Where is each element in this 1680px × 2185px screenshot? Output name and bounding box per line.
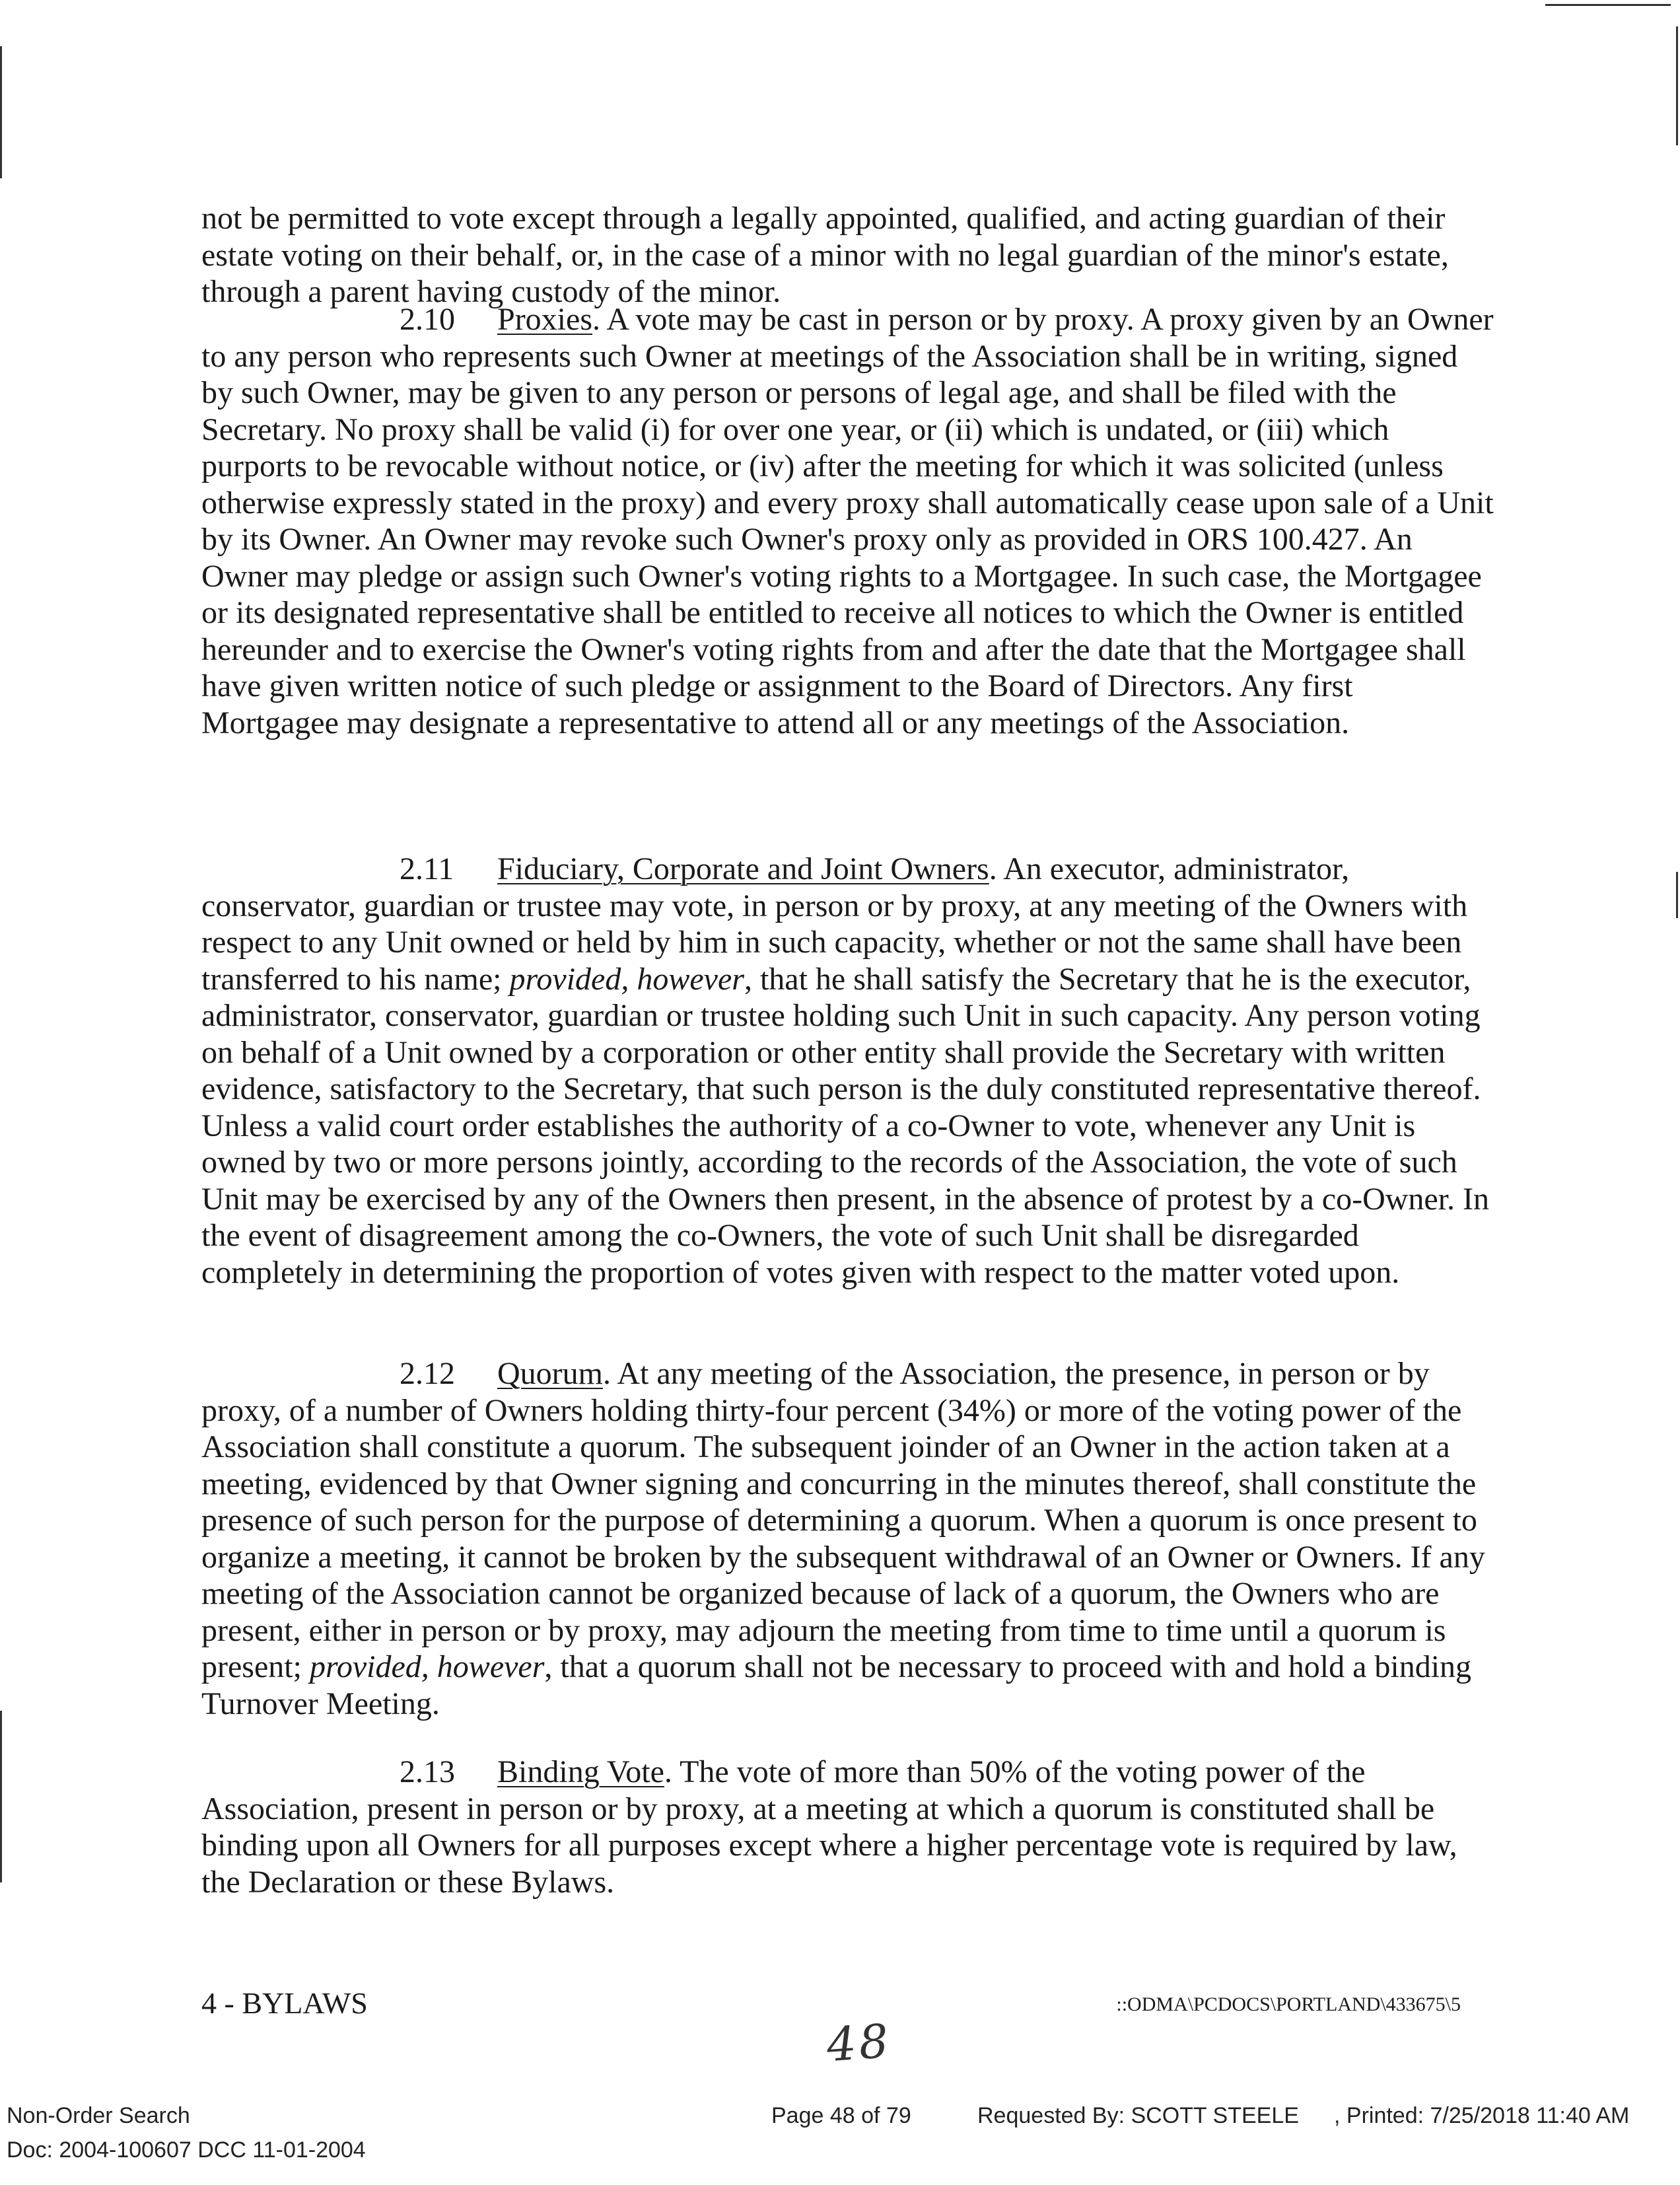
section-emphasis: provided, however bbox=[509, 961, 744, 997]
handwritten-page-number: 48 bbox=[825, 2013, 893, 2073]
footer-file-path: ::ODMA\PCDOCS\PORTLAND\433675\5 bbox=[1116, 1993, 1461, 2015]
document-body bbox=[201, 200, 1496, 310]
section-2-13 bbox=[201, 1754, 1496, 1900]
section-text: , that he shall satisfy the Secretary that he is the executor, administrator, conservator, guardian or trustee holding such Unit in such capacity. Any person voting on behalf of a Unit owned by a corporation or other entity shall provide the Secretary with written evidence, satisfactory to the Secretary, that such person is the duly constituted representative thereof. Unless a valid court order establishes the authority of a co-Owner to vote, whenever any Unit is owned by two or more persons jointly, according to the records of the Association, the vote of such Unit may be exercised by any of the Owners then present, in the absence of protest by a co-Owner. In the event of disagreement among the co-Owners, the vote of such Unit shall be disregarded completely in determining the proportion of votes given with respect to the matter voted upon. bbox=[201, 961, 1490, 1290]
section-text: , that a quorum shall not be necessary to proceed with and hold a binding Turnover Meeting. bbox=[201, 1649, 1472, 1721]
stamp-printed-date: , Printed: 7/25/2018 11:40 AM bbox=[1334, 2103, 1630, 2128]
paragraph-continued: not be permitted to vote except through a legally appointed, qualified, and acting guardian of their estate voting on their behalf, or, in the case of a minor with no legal guardian of the minor's estate, through a parent having custody of the minor. bbox=[201, 201, 1449, 309]
section-number: 2.13 bbox=[400, 1754, 455, 1789]
scan-edge-mark bbox=[0, 1711, 2, 1882]
section-2-10 bbox=[201, 301, 1496, 741]
section-number: 2.11 bbox=[400, 851, 454, 886]
stamp-requested-by: Requested By: SCOTT STEELE bbox=[977, 2103, 1299, 2128]
footer-doc-title: 4 - BYLAWS bbox=[201, 1986, 368, 2020]
scan-edge-mark bbox=[1545, 4, 1671, 6]
section-heading: Quorum bbox=[497, 1356, 603, 1391]
section-heading: Binding Vote bbox=[497, 1754, 664, 1789]
section-number: 2.12 bbox=[400, 1356, 455, 1391]
section-text: . The vote of more than 50% of the voting power of the Association, present in person or by proxy, at a meeting at which a quorum is constituted shall be binding upon all Owners for all purposes except where a higher percentage vote is required by law, the Declaration or these Bylaws. bbox=[201, 1754, 1457, 1900]
scan-edge-mark bbox=[1676, 26, 1678, 145]
scan-edge-mark bbox=[0, 46, 2, 178]
section-heading: Fiduciary, Corporate and Joint Owners bbox=[497, 851, 989, 886]
stamp-search-type: Non-Order Search bbox=[7, 2103, 190, 2128]
scan-edge-mark bbox=[1676, 872, 1678, 918]
section-text: . A vote may be cast in person or by proxy. A proxy given by an Owner to any person who represents such Owner at meetings of the Association shall be in writing, signed by such Owner, may be given to any person or persons of legal age, and shall be filed with the Secretary. No proxy shall be valid (i) for over one year, or (ii) which is undated, or (iii) which purports to be revocable without notice, or (iv) after the meeting for which it was solicited (unless otherwise expressly stated in the proxy) and every proxy shall automatically cease upon sale of a Unit by its Owner. An Owner may revoke such Owner's proxy only as provided in ORS 100.427. An Owner may pledge or assign such Owner's voting rights to a Mortgagee. In such case, the Mortgagee or its designated representative shall be entitled to receive all notices to which the Owner is entitled hereunder and to exercise the Owner's voting rights from and after the date that the Mortgagee shall have given written notice of such pledge or assignment to the Board of Directors. Any first Mortgagee may designate a representative to attend all or any meetings of the Association. bbox=[201, 302, 1494, 740]
section-2-11 bbox=[201, 851, 1496, 1291]
section-text: . At any meeting of the Association, the presence, in person or by proxy, of a number of Owners holding thirty-four percent (34%) or more of the voting power of the Association shall constitute a quorum. The subsequent joinder of an Owner in the action taken at a meeting, evidenced by that Owner signing and concurring in the minutes thereof, shall constitute the presence of such person for the purpose of determining a quorum. When a quorum is once present to organize a meeting, it cannot be broken by the subsequent withdrawal of an Owner or Owners. If any meeting of the Association cannot be organized because of lack of a quorum, the Owners who are present, either in person or by proxy, may adjourn the meeting from time to time until a quorum is present; bbox=[201, 1356, 1485, 1684]
section-2-12 bbox=[201, 1355, 1496, 1722]
stamp-doc-id: Doc: 2004-100607 DCC 11-01-2004 bbox=[7, 2137, 366, 2163]
stamp-page-count: Page 48 of 79 bbox=[771, 2103, 911, 2128]
section-heading: Proxies bbox=[497, 302, 592, 337]
section-number: 2.10 bbox=[400, 302, 455, 337]
section-emphasis: provided, however bbox=[309, 1649, 545, 1684]
section-text: . An executor, administrator, conservator, guardian or trustee may vote, in person or by proxy, at any meeting of the Owners with respect to any Unit owned or held by him in such capacity, whether or not the same shall have been transferred to his name; bbox=[201, 851, 1468, 997]
